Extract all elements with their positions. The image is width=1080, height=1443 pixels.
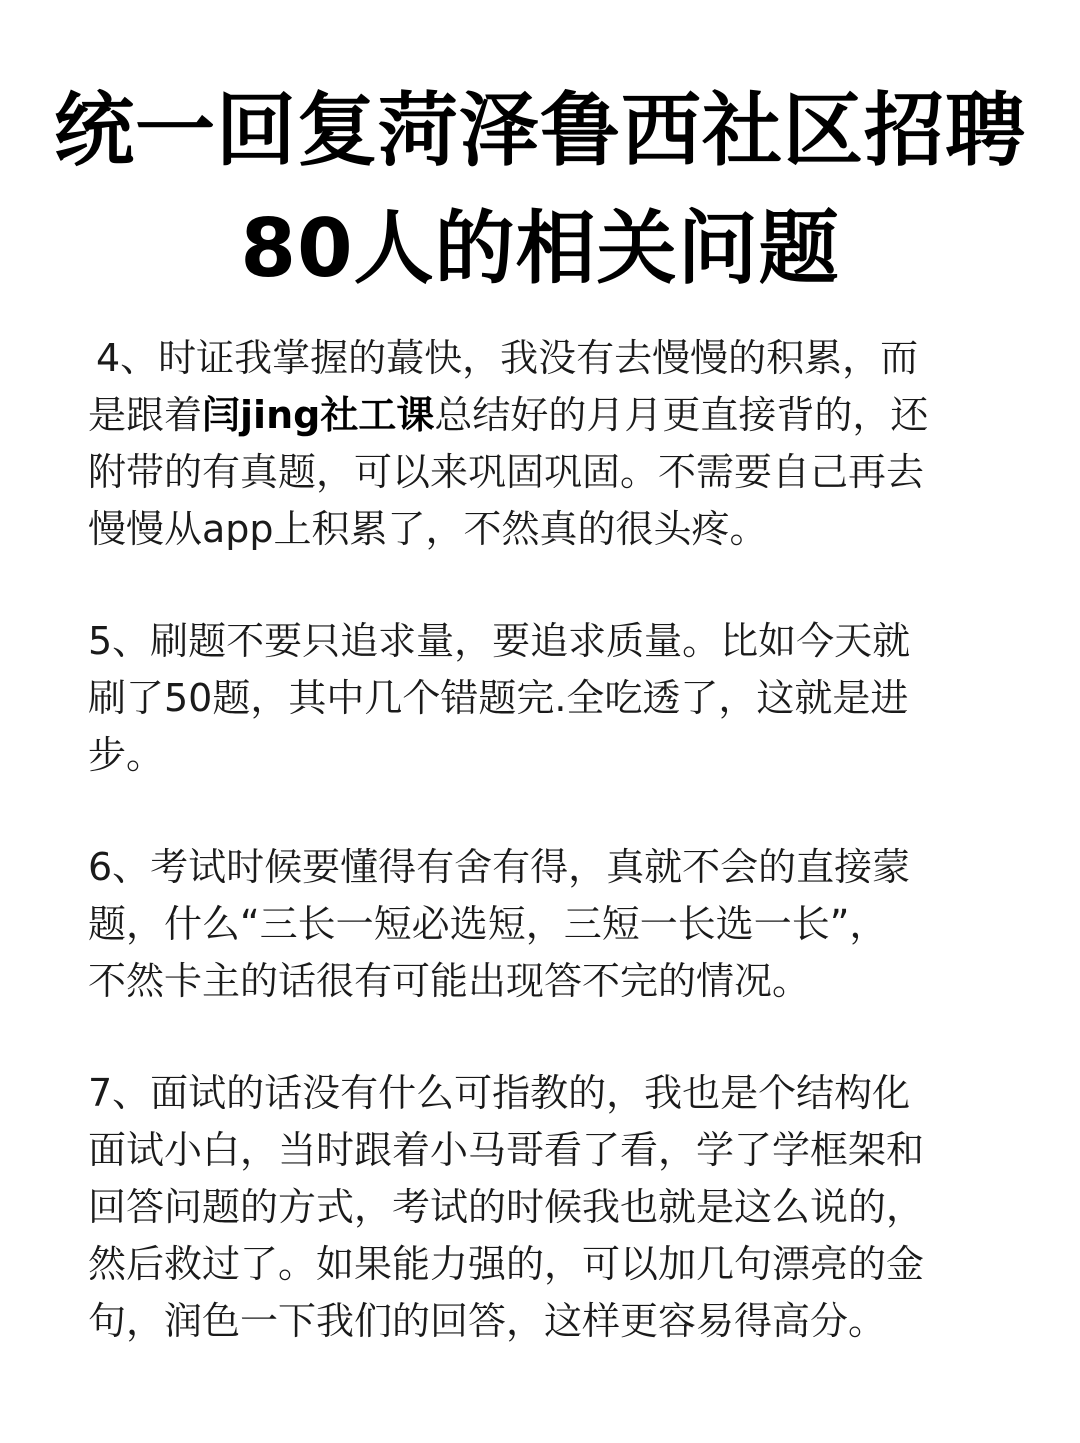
page-title — [0, 72, 1080, 308]
paragraph-4-line-2 — [88, 387, 1008, 444]
paragraph-6-line-2: 题，什么“三长一短必选短，三短一长选一长”， — [88, 902, 888, 946]
article-body — [88, 330, 1008, 1405]
paragraph-7-line-4: 然后救过了。如果能力强的，可以加几句漂亮的金 — [88, 1242, 925, 1286]
paragraph-6 — [88, 839, 1008, 1010]
paragraph-4-line-2-prefix: 是跟着 — [88, 393, 203, 437]
paragraph-7 — [88, 1065, 1008, 1350]
paragraph-4-line-2-suffix: 总结好的月月更直接背的，还 — [434, 393, 929, 437]
paragraph-5-line-3: 步。 — [88, 733, 165, 777]
paragraph-5-line-2: 刷了50题，其中几个错题完.全吃透了，这就是进 — [88, 676, 909, 720]
paragraph-4-line-1: 4、时证我掌握的蕞快，我没有去慢慢的积累，而 — [96, 336, 919, 380]
paragraph-4-line-3: 附带的有真题，可以来巩固巩固。不需要自己再去 — [88, 450, 925, 494]
paragraph-7-line-1: 7、面试的话没有什么可指教的，我也是个结构化 — [88, 1071, 911, 1115]
paragraph-5-line-1: 5、刷题不要只追求量，要追求质量。比如今天就 — [88, 619, 911, 663]
page-title-line-1: 统一回复菏泽鲁西社区招聘 — [54, 84, 1026, 177]
page-title-line-2: 80人的相关问题 — [240, 202, 840, 295]
paragraph-4-line-4: 慢慢从app上积累了，不然真的很头疼。 — [88, 507, 768, 551]
course-name-highlight: 闫jing社工课 — [202, 393, 435, 437]
paragraph-7-line-3: 回答问题的方式，考试的时候我也就是这么说的， — [88, 1185, 925, 1229]
paragraph-7-line-5: 句，润色一下我们的回答，这样更容易得高分。 — [88, 1299, 887, 1343]
paragraph-6-line-1: 6、考试时候要懂得有舍有得，真就不会的直接蒙 — [88, 845, 911, 889]
paragraph-6-line-3: 不然卡主的话很有可能出现答不完的情况。 — [88, 959, 811, 1003]
paragraph-4 — [88, 330, 1008, 558]
paragraph-5 — [88, 613, 1008, 784]
paragraph-7-line-2: 面试小白，当时跟着小马哥看了看，学了学框架和 — [88, 1128, 925, 1172]
